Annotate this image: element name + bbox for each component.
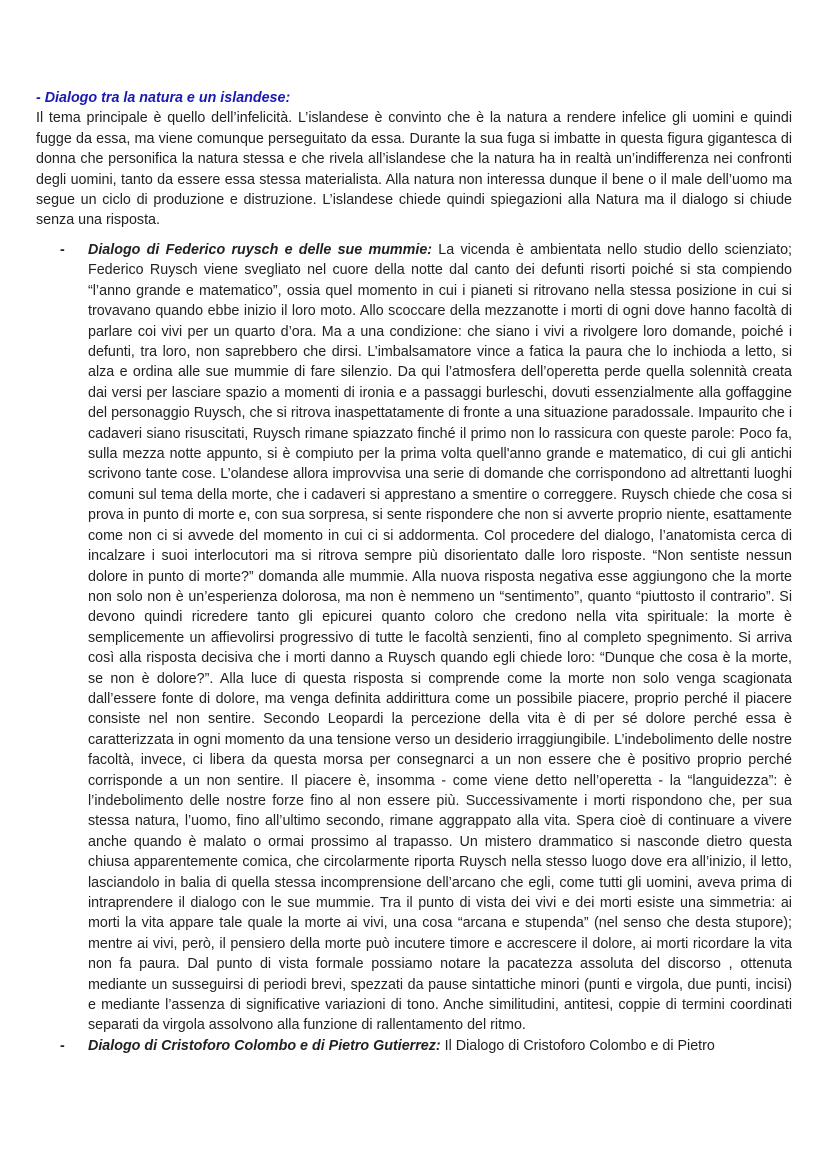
section-paragraph-ruysch bbox=[88, 240, 792, 1036]
section-body-colombo: Il Dialogo di Cristoforo Colombo e di Pietro bbox=[444, 1037, 715, 1054]
dialogue-list bbox=[60, 240, 792, 1056]
section-heading-islandese: - Dialogo tra la natura e un islandese: bbox=[36, 90, 291, 106]
list-item-ruysch bbox=[60, 240, 792, 1036]
section-paragraph-colombo bbox=[88, 1036, 792, 1056]
section-heading-colombo: Dialogo di Cristoforo Colombo e di Pietro Gutierrez: bbox=[88, 1037, 441, 1054]
section-body-ruysch: La vicenda è ambientata nello studio dello scienziato; Federico Ruysch viene svegliato nel cuore della notte dal canto dei defunti risorti poiché si sta compiendo “l’anno grande e matematico”, ossia quel momento in cui i pianeti si ritrovano nella stessa posizione in cui si trovavano quando ebbe inizio il loro moto. Allo scoccare della mezzanotte i morti di ogni dove hanno facoltà di parlare coi vivi per un quarto d’ora. Ma a una condizione: che siano i vivi a rivolgere loro domande, poiché i defunti, tra loro, non saprebbero che dirsi. L’imbalsamatore vince a fatica la paura che lo inchioda a letto, si alza e ordina alle sue mummie di fare silenzio. Da qui l’atmosfera dell’operetta perde quella solennità creata dai versi per lasciare spazio a momenti di ironia e a passaggi burleschi, dovuti essenzialmente alla goffaggine del personaggio Ruysch, che si ritrova inaspettatamente di fronte a una situazione paradossale. Impaurito che i cadaveri siano risuscitati, Ruysch rimane spiazzato finché il primo non lo rassicura con queste parole: Poco fa, sulla mezza notte appunto, si è compiuto per la prima volta quell'anno grande e matematico, di cui gli antichi scrivono tante cose. L’olandese allora improvvisa una serie di domande che corrispondono ad altrettanti luoghi comuni sul tema della morte, che i cadaveri si apprestano a smentire o correggere. Ruysch chiede che cosa si prova in punto di morte e, con sua sorpresa, si sente rispondere che non si avverte proprio niente, esattamente come non ci si avvede del momento in cui ci si addormenta. Col procedere del dialogo, l’anatomista cerca di incalzare i suoi interlocutori ma si ritrova sempre più disorientato dalle loro risposte. “Non sentiste nessun dolore in punto di morte?” domanda alle mummie. Alla nuova risposta negativa esse aggiungono che la morte non solo non è un’esperienza dolorosa, ma non è nemmeno un “sentimento”, quanto “piuttosto il contrario”. Si devono quindi ricredere tanto gli epicurei quanto coloro che credono nella vita spirituale: la morte è semplicemente un affievolirsi progressivo di tutte le facoltà senzienti, fino al completo spegnimento. Si arriva così alla risposta decisiva che i morti danno a Ruysch quando egli chiede loro: “Dunque che cosa è la morte, se non è dolore?”. Alla luce di questa risposta si comprende come la morte non solo venga scagionata dall’essere fonte di dolore, ma venga definita addirittura come un possibile piacere, proprio perché il piacere consiste nel non sentire. Secondo Leopardi la percezione della vita è di per sé dolore perché essa è caratterizzata in ogni momento da una tensione verso un desiderio irraggiungibile. L’indebolimento delle nostre facoltà, invece, ci libera da questa morsa per consegnarci a un non essere che è positivo proprio perché corrisponde a un non sentire. Il piacere è, insomma - come viene detto nell’operetta - la “languidezza”: è l’indebolimento delle nostre forze fino al non essere più. Successivamente i morti rispondono che, per sua stessa natura, l’uomo, fino all’ultimo secondo, rimane aggrappato alla vita. Spera cioè di continuare a vivere anche quando è malato o ormai prossimo al trapasso. Un mistero drammatico si nasconde dietro questa chiusa apparentemente comica, che circolarmente riporta Ruysch nella stesso luogo dove era all’inizio, il letto, lasciandolo in balia di quella stessa incomprensione dell’arcano che egli, come tutti gli uomini, aveva prima di intraprendere il dialogo con le sue mummie. Tra il punto di vista dei vivi e dei morti esiste una simmetria: ai morti la vita appare tale quale la morte ai vivi, una cosa “arcana e stupenda” (nel senso che desta stupore); mentre ai vivi, però, il pensiero della morte può incutere timore e accrescere il dolore, ai morti ricordare la vita non fa paura. Dal punto di vista formale possiamo notare la pacatezza assoluta del discorso , ottenuta mediante un susseguirsi di periodi brevi, spezzati da pause sintattiche minori (punti e virgola, due punti, incisi) e mediante l’assenza di significative variazioni di tono. Anche similitudini, antitesi, coppie di termini coordinati separati da virgola assolvono alla funzione di rallentamento del ritmo. bbox=[88, 242, 792, 1034]
section-heading-ruysch: Dialogo di Federico ruysch e delle sue mummie: bbox=[88, 242, 433, 258]
list-item-colombo bbox=[60, 1036, 792, 1056]
section-islandese bbox=[36, 88, 792, 231]
bullet-dash: - bbox=[60, 242, 65, 258]
bullet-dash: - bbox=[60, 1037, 65, 1054]
section-body-islandese: Il tema principale è quello dell’infelicità. L’islandese è convinto che è la natura a rendere infelice gli uomini e quindi fugge da essa, ma viene comunque perseguitato da essa. Durante la sua fuga si imbatte in questa figura gigantesca di donna che personifica la natura stessa e che rivela all’islandese che la natura ha in realtà un’indifferenza nei confronti degli uomini, tanto da essere essa stessa materialista. Alla natura non interessa dunque il bene o il male dell’uomo ma segue un ciclo di produzione e distruzione. L’islandese chiede quindi spiegazioni alla Natura ma il dialogo si chiude senza una risposta. bbox=[36, 110, 792, 229]
